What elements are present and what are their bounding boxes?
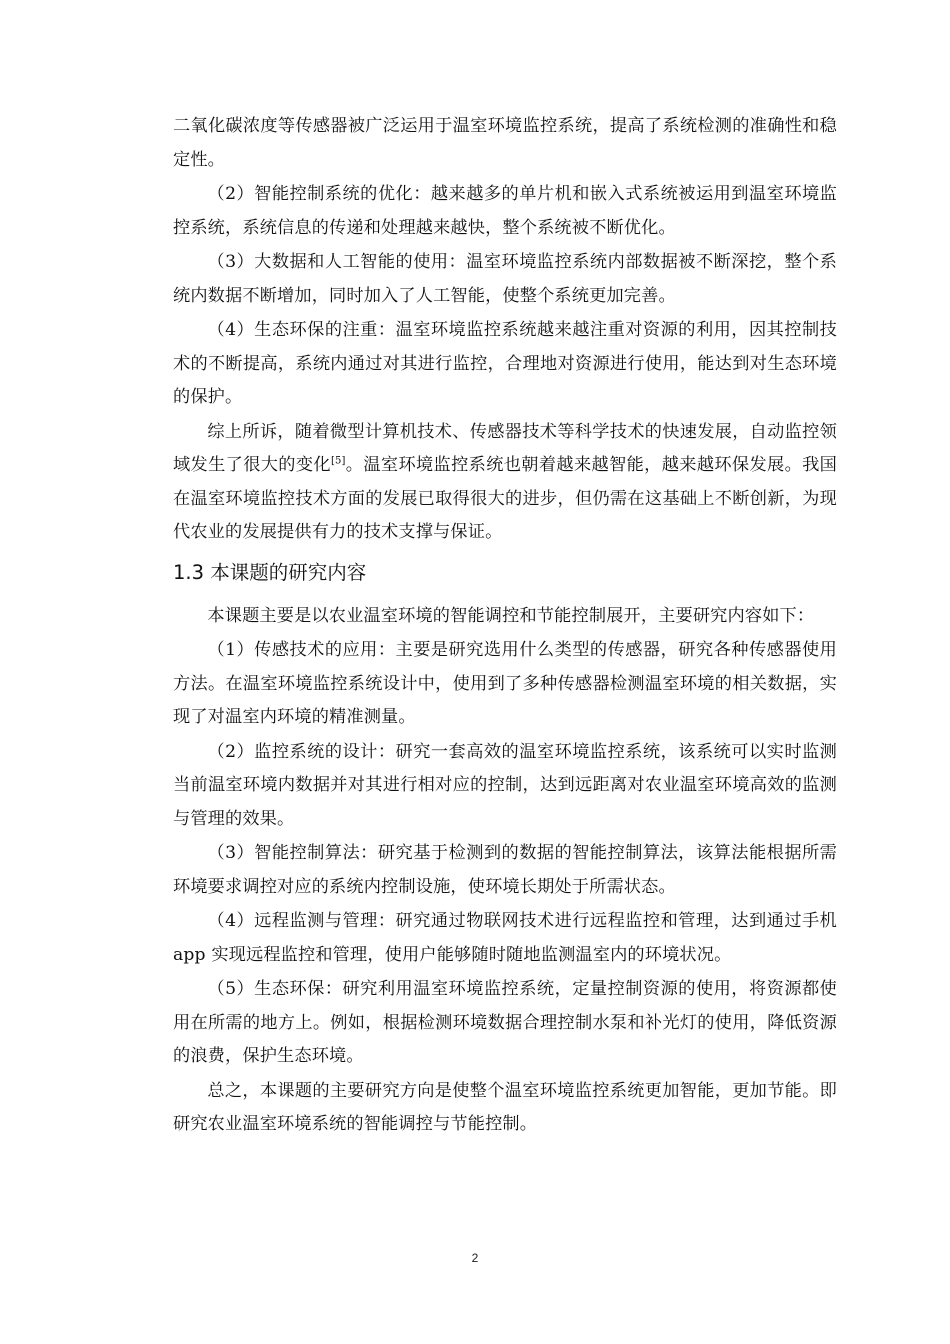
paragraph-item-3: （3）大数据和人工智能的使用：温室环境监控系统内部数据被不断深挖，整个系统内数据不断增加，同时加入了人工智能，使整个系统更加完善。: [173, 252, 837, 306]
paragraph-research-5: （5）生态环保：研究利用温室环境监控系统，定量控制资源的使用，将资源都使用在所需的地方上。例如，根据检测环境数据合理控制水泵和补光灯的使用，降低资源的浪费，保护生态环境。: [173, 979, 837, 1066]
paragraph-research-4: （4）远程监测与管理：研究通过物联网技术进行远程监控和管理，达到通过手机 app 实现远程监控和管理，使用户能够随时随地监测温室内的环境状况。: [173, 911, 837, 965]
summary-text-part1: 综上所诉，随着微型计算机技术、传感器技术等科学技术的快速发展，自动监控领域发生了很大的变化: [173, 421, 837, 475]
paragraph-item-2: （2）智能控制系统的优化：越来越多的单片机和嵌入式系统被运用到温室环境监控系统，系统信息的传递和处理越来越快，整个系统被不断优化。: [173, 184, 837, 238]
paragraph-intro: 本课题主要是以农业温室环境的智能调控和节能控制展开，主要研究内容如下：: [207, 605, 815, 626]
paragraph-research-3: （3）智能控制算法：研究基于检测到的数据的智能控制算法，该算法能根据所需环境要求调控对应的系统内控制设施，使环境长期处于所需状态。: [173, 843, 837, 897]
paragraph-item-4: （4）生态环保的注重：温室环境监控系统越来越注重对资源的利用，因其控制技术的不断提高，系统内通过对其进行监控，合理地对资源进行使用，能达到对生态环境的保护。: [173, 320, 837, 407]
paragraph-research-2: （2）监控系统的设计：研究一套高效的温室环境监控系统，该系统可以实时监测当前温室环境内数据并对其进行相对应的控制，达到远距离对农业温室环境高效的监测与管理的效果。: [173, 741, 837, 829]
paragraph-continuation: 二氧化碳浓度等传感器被广泛运用于温室环境监控系统，提高了系统检测的准确性和稳定性。: [173, 116, 837, 170]
citation-reference: [5]: [330, 455, 346, 467]
paragraph-conclusion: 总之，本课题的主要研究方向是使整个温室环境监控系统更加智能，更加节能。即研究农业温室环境系统的智能调控与节能控制。: [173, 1080, 837, 1134]
paragraph-research-1: （1）传感技术的应用：主要是研究选用什么类型的传感器，研究各种传感器使用方法。在温室环境监控系统设计中，使用到了多种传感器检测温室环境的相关数据，实现了对温室内环境的精准测量。: [173, 640, 837, 727]
paragraph-summary: [173, 416, 837, 550]
page-number: 2: [471, 1251, 479, 1265]
summary-text-part2: 。温室环境监控系统也朝着越来越智能，越来越环保发展。我国在温室环境监控技术方面的发展已取得很大的进步，但仍需在这基础上不断创新，为现代农业的发展提供有力的技术支撑与保证。: [173, 455, 838, 542]
page-content: [173, 110, 837, 1143]
section-heading: 1.3 本课题的研究内容: [173, 560, 367, 584]
